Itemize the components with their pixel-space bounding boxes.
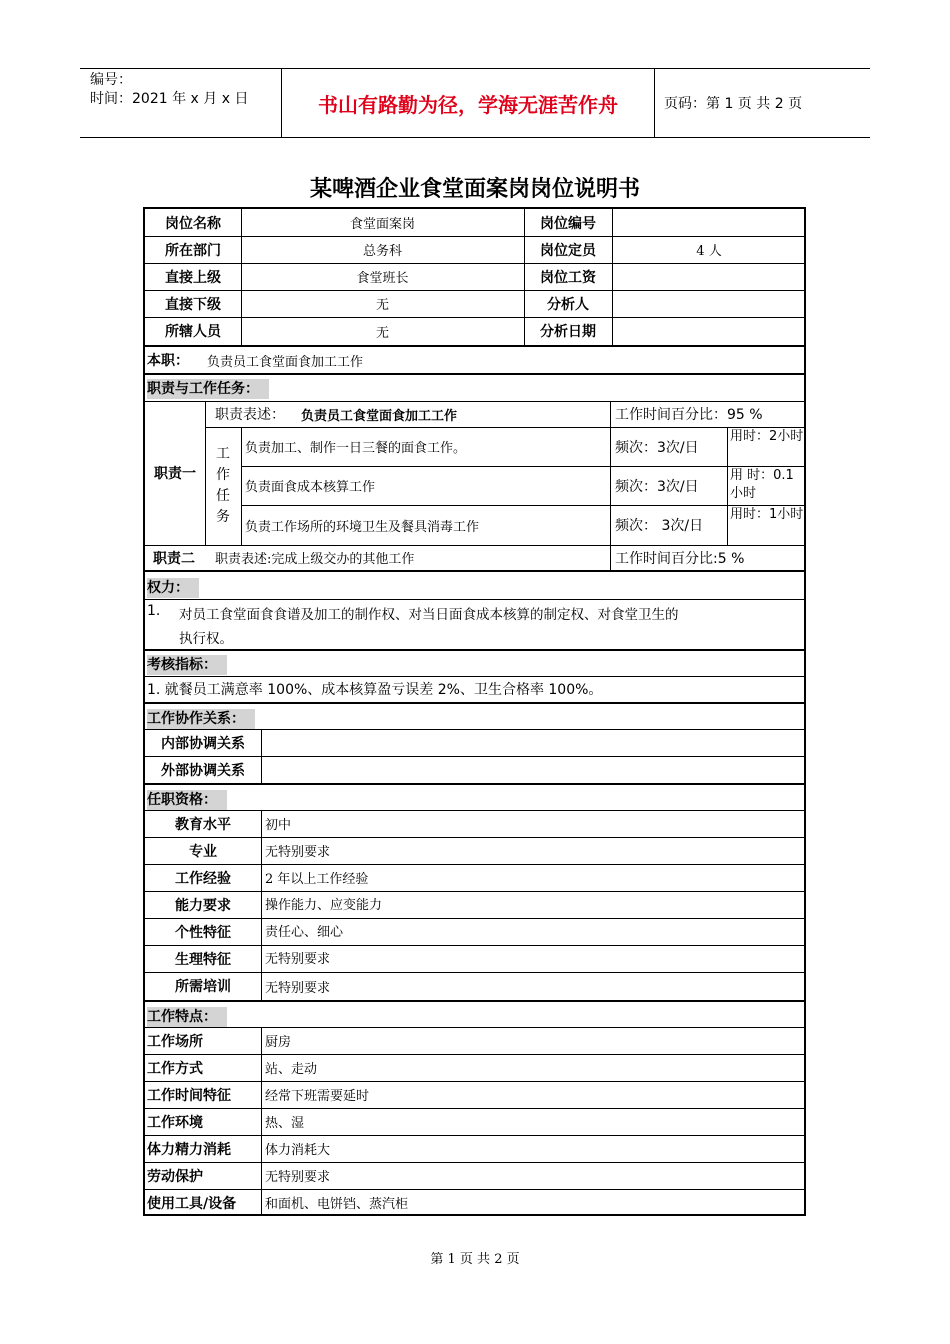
task-3-time: 用时：1小时 xyxy=(730,507,804,522)
label-direct-subordinate: 直接下级 xyxy=(165,296,221,313)
task-2-time: 用 时：0.1小时 xyxy=(730,468,794,501)
value-post-salary xyxy=(612,263,806,290)
task-3-freq: 频次： 3次/日 xyxy=(615,518,704,534)
qual-experience-label: 工作经验 xyxy=(175,870,231,887)
header-page-info: 页码：第 1 页 共 2 页 xyxy=(664,96,803,112)
qual-education-label: 教育水平 xyxy=(175,816,231,833)
qual-experience-value: 2 年以上工作经验 xyxy=(265,872,369,887)
feature-physical-load-label: 体力精力消耗 xyxy=(147,1141,231,1158)
duties-heading: 职责与工作任务： xyxy=(147,379,269,399)
feature-protection-label: 劳动保护 xyxy=(147,1168,203,1185)
feature-physical-load-value: 体力消耗大 xyxy=(265,1143,331,1158)
duty1-desc: 负责员工食堂面食加工工作 xyxy=(301,408,458,424)
label-post-name: 岗位名称 xyxy=(165,215,221,232)
label-analyst: 分析人 xyxy=(547,296,589,313)
feature-tools-label: 使用工具/设备 xyxy=(147,1195,237,1212)
task-2-text: 负责面食成本核算工作 xyxy=(245,480,376,495)
qual-physical-value: 无特别要求 xyxy=(265,951,331,967)
cooperation-heading: 工作协作关系： xyxy=(147,709,255,729)
authority-line-2: 执行权。 xyxy=(179,631,233,647)
qual-training-label: 所需培训 xyxy=(175,979,231,995)
qual-education-value: 初中 xyxy=(265,818,292,833)
kpi-text: 1. 就餐员工满意率 100%、成本核算盈亏误差 2%、卫生合格率 100%。 xyxy=(147,682,603,698)
feature-work-time-value: 经常下班需要延时 xyxy=(265,1089,370,1104)
job-description-form xyxy=(143,207,806,1216)
task-2-freq: 频次：3次/日 xyxy=(615,478,699,495)
authority-number: 1. xyxy=(147,603,161,619)
qual-major-value: 无特别要求 xyxy=(265,845,331,860)
duty2-pct: 工作时间百分比:5 % xyxy=(615,550,745,567)
benzhi-label: 本职： xyxy=(147,353,189,369)
feature-environment-value: 热、湿 xyxy=(265,1116,305,1131)
feature-environment-label: 工作环境 xyxy=(147,1114,203,1131)
task-1-time: 用时：2小时 xyxy=(730,429,804,444)
label-headcount: 岗位定员 xyxy=(540,242,596,259)
feature-workplace-value: 厨房 xyxy=(265,1035,292,1050)
label-post-salary: 岗位工资 xyxy=(540,269,596,286)
qual-ability-label: 能力要求 xyxy=(175,897,231,914)
task-label-char: 任 xyxy=(216,488,230,504)
kpi-heading: 考核指标： xyxy=(147,655,227,675)
document-title: 某啤酒企业食堂面案岗岗位说明书 xyxy=(309,177,640,202)
doc-number-label: 编号： xyxy=(90,72,132,88)
authority-line-1: 对员工食堂面食食谱及加工的制作权、对当日面食成本核算的制定权、对食堂卫生的 xyxy=(179,607,679,623)
value-department: 总务科 xyxy=(362,244,402,259)
feature-protection-value: 无特别要求 xyxy=(265,1170,331,1185)
task-3-text: 负责工作场所的环境卫生及餐具消毒工作 xyxy=(245,519,480,535)
value-analyst xyxy=(612,290,806,317)
task-1-freq: 频次：3次/日 xyxy=(615,439,699,456)
duty1-pct: 工作时间百分比：95 % xyxy=(615,407,763,423)
feature-workplace-label: 工作场所 xyxy=(147,1033,203,1050)
value-post-name: 食堂面案岗 xyxy=(349,217,415,232)
authority-heading: 权力： xyxy=(147,578,199,598)
duty1-desc-label: 职责表述： xyxy=(215,407,285,423)
qual-ability-value: 操作能力、应变能力 xyxy=(265,897,383,913)
feature-work-mode-label: 工作方式 xyxy=(147,1060,203,1077)
task-1-text: 负责加工、制作一日三餐的面食工作。 xyxy=(245,441,467,456)
feature-tools-value: 和面机、电饼铛、蒸汽柜 xyxy=(265,1197,409,1212)
task-label-char: 作 xyxy=(216,467,230,483)
qual-major-label: 专业 xyxy=(189,843,217,860)
duty2-label: 职责二 xyxy=(153,550,195,567)
label-managed-staff: 所辖人员 xyxy=(165,324,221,340)
doc-date-label: 时间：2021 年 x 月 x 日 xyxy=(90,91,249,107)
label-post-number: 岗位编号 xyxy=(540,215,596,232)
feature-work-mode-value: 站、走动 xyxy=(265,1062,318,1077)
label-direct-superior: 直接上级 xyxy=(165,269,221,286)
qualification-heading: 任职资格： xyxy=(147,790,227,810)
value-direct-superior: 食堂班长 xyxy=(356,271,409,286)
duty1-label: 职责一 xyxy=(154,466,196,482)
page-footer: 第 1 页 共 2 页 xyxy=(430,1252,520,1267)
label-analysis-date: 分析日期 xyxy=(540,324,596,340)
task-label-char: 务 xyxy=(216,509,230,525)
value-headcount: 4 人 xyxy=(696,244,722,259)
duty2-desc: 职责表述:完成上级交办的其他工作 xyxy=(215,552,415,567)
value-direct-subordinate: 无 xyxy=(375,298,389,313)
value-post-number xyxy=(612,209,806,236)
internal-coordination-label: 内部协调关系 xyxy=(161,735,245,752)
features-heading: 工作特点： xyxy=(147,1007,227,1027)
value-analysis-date xyxy=(612,317,806,345)
page-header xyxy=(80,68,870,138)
task-vertical-label xyxy=(205,427,241,545)
label-department: 所在部门 xyxy=(165,242,221,259)
header-motto: 书山有路勤为径，学海无涯苦作舟 xyxy=(282,69,655,137)
header-left xyxy=(80,69,282,137)
qual-physical-label: 生理特征 xyxy=(175,951,231,968)
qual-training-value: 无特别要求 xyxy=(265,980,331,996)
external-coordination-label: 外部协调关系 xyxy=(161,762,245,779)
task-label-char: 工 xyxy=(216,446,230,462)
benzhi-text: 负责员工食堂面食加工工作 xyxy=(207,354,364,370)
feature-work-time-label: 工作时间特征 xyxy=(147,1087,231,1104)
value-managed-staff: 无 xyxy=(375,325,389,341)
qual-personality-label: 个性特征 xyxy=(175,924,231,941)
qual-personality-value: 责任心、细心 xyxy=(265,924,344,940)
